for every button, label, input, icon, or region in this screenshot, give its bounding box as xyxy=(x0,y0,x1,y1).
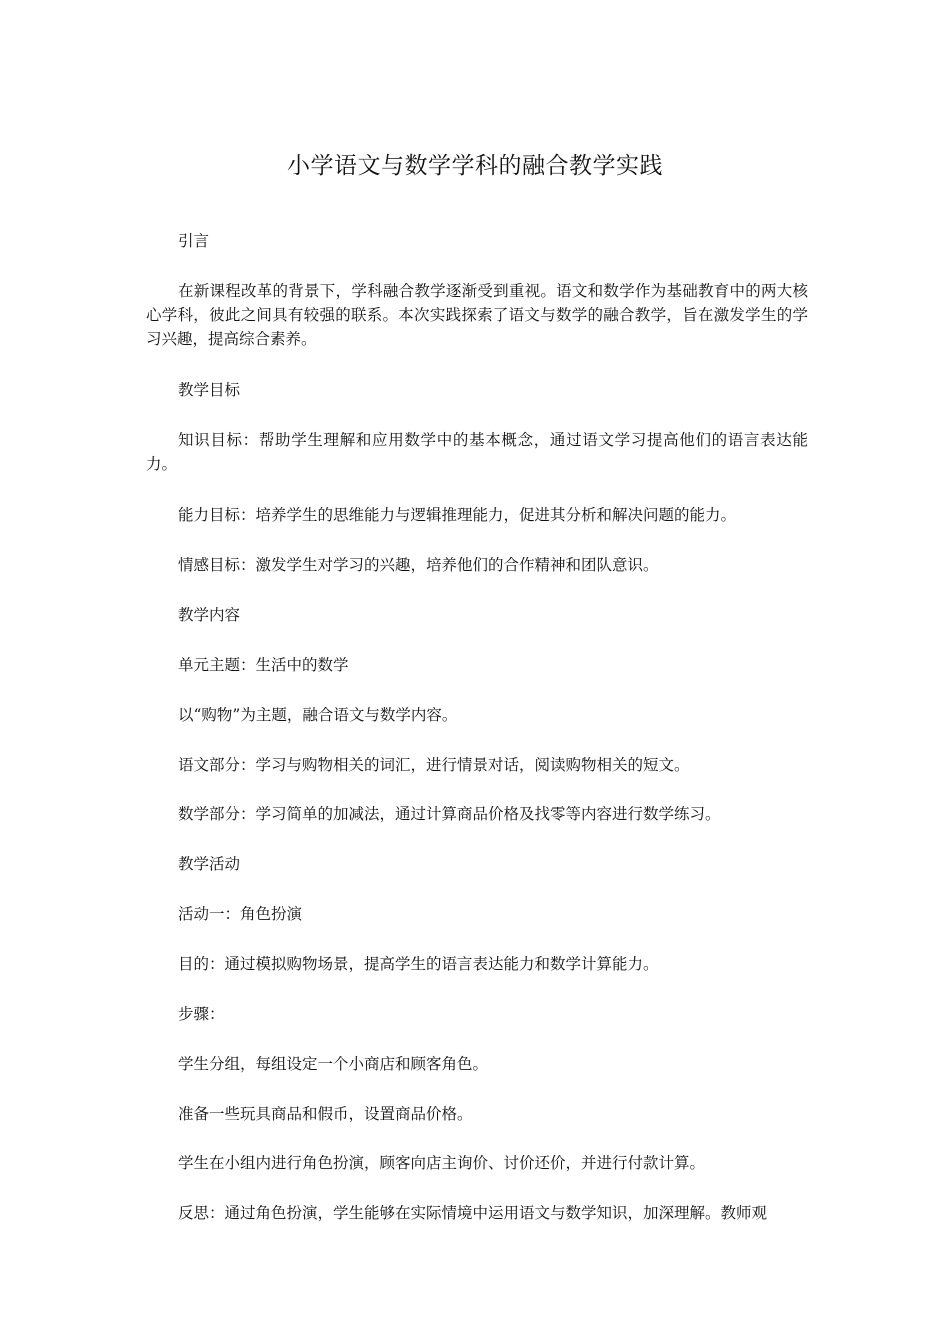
section-heading-teaching-activities: 教学活动 xyxy=(178,855,241,873)
paragraph-math-part: 数学部分：学习简单的加减法，通过计算商品价格及找零等内容进行数学练习。 xyxy=(178,805,721,823)
paragraph-knowledge-goal: 知识目标：帮助学生理解和应用数学中的基本概念，通过语文学习提高他们的语言表达能力。 xyxy=(146,431,808,473)
paragraph-reflection: 反思：通过角色扮演，学生能够在实际情境中运用语文与数学知识，加深理解。教师观 xyxy=(178,1204,768,1222)
paragraph-step-prepare: 准备一些玩具商品和假币，设置商品价格。 xyxy=(178,1105,473,1123)
paragraph-purpose: 目的：通过模拟购物场景，提高学生的语言表达能力和数学计算能力。 xyxy=(178,955,659,973)
paragraph-unit-theme: 单元主题：生活中的数学 xyxy=(178,656,349,674)
paragraph-emotion-goal: 情感目标：激发学生对学习的兴趣，培养他们的合作精神和团队意识。 xyxy=(178,556,659,574)
paragraph-step-grouping: 学生分组，每组设定一个小商店和顾客角色。 xyxy=(178,1055,489,1073)
paragraph-shopping-theme: 以“购物”为主题，融合语文与数学内容。 xyxy=(178,706,458,724)
paragraph-introduction: 在新课程改革的背景下，学科融合教学逐渐受到重视。语文和数学作为基础教育中的两大核心学科，彼此之间具有较强的联系。本次实践探索了语文与数学的融合教学，旨在激发学生的学习兴趣，提高综合素养。 xyxy=(146,282,808,348)
section-heading-teaching-goals: 教学目标 xyxy=(178,381,241,399)
section-heading-introduction: 引言 xyxy=(178,232,210,250)
paragraph-steps-label: 步骤： xyxy=(178,1005,225,1023)
paragraph-chinese-part: 语文部分：学习与购物相关的词汇，进行情景对话，阅读购物相关的短文。 xyxy=(178,756,690,774)
paragraph-activity-one: 活动一：角色扮演 xyxy=(178,905,303,923)
paragraph-step-roleplay: 学生在小组内进行角色扮演，顾客向店主询价、讨价还价，并进行付款计算。 xyxy=(178,1154,706,1172)
section-heading-teaching-content: 教学内容 xyxy=(178,606,241,624)
paragraph-ability-goal: 能力目标：培养学生的思维能力与逻辑推理能力，促进其分析和解决问题的能力。 xyxy=(178,506,737,524)
document-title: 小学语文与数学学科的融合教学实践 xyxy=(287,153,663,179)
